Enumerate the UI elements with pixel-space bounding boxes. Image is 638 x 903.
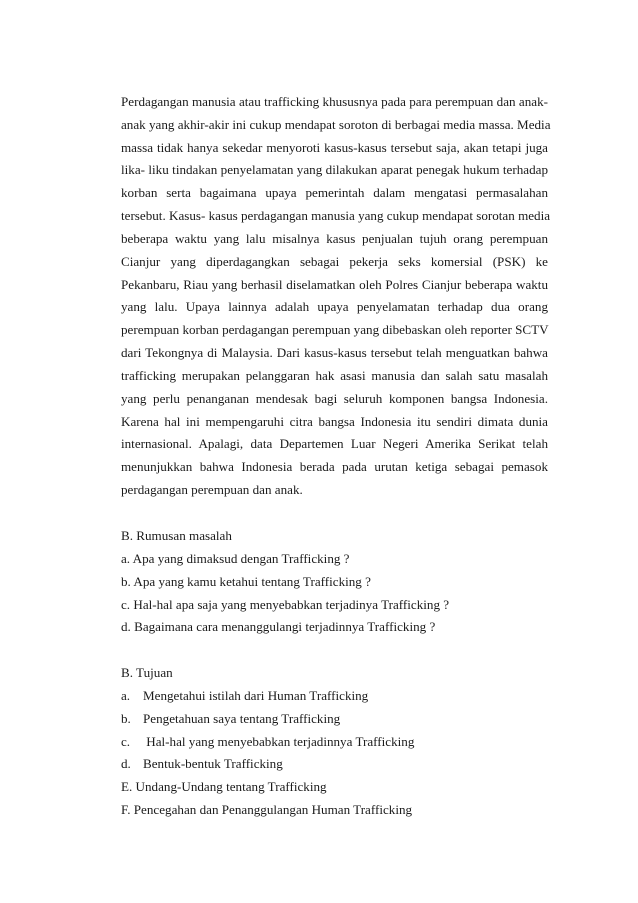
paragraph-line-12: dari Tekongnya di Malaysia. Dari kasus-kasus tersebut telah menguatkan bahwa bbox=[121, 345, 548, 360]
paragraph-line-16: internasional. Apalagi, data Departemen Luar Negeri Amerika Serikat telah bbox=[121, 436, 548, 451]
tujuan-text-d: Bentuk-bentuk Trafficking bbox=[143, 756, 283, 771]
tujuan-item-d bbox=[121, 756, 283, 772]
paragraph-line-7: beberapa waktu yang lalu misalnya kasus penjualan tujuh orang perempuan bbox=[121, 231, 548, 246]
tujuan-marker-c: c. bbox=[121, 734, 131, 749]
paragraph-line-9: Pekanbaru, Riau yang berhasil diselamatkan oleh Polres Cianjur beberapa waktu bbox=[121, 277, 548, 292]
paragraph-line-17: menunjukkan bahwa Indonesia berada pada urutan ketiga sebagai pemasok bbox=[121, 459, 548, 474]
rumusan-item-b: b. Apa yang kamu ketahui tentang Trafficking ? bbox=[121, 574, 371, 589]
rumusan-heading: B. Rumusan masalah bbox=[121, 528, 232, 543]
paragraph-line-13: trafficking merupakan pelanggaran hak asasi manusia dan salah satu masalah bbox=[121, 368, 548, 383]
paragraph-line-8: Cianjur yang diperdagangkan sebagai pekerja seks komersial (PSK) ke bbox=[121, 254, 548, 269]
rumusan-item-a: a. Apa yang dimaksud dengan Trafficking ? bbox=[121, 551, 350, 566]
tujuan-marker-d: d. bbox=[121, 756, 131, 771]
tujuan-text-b: Pengetahuan saya tentang Trafficking bbox=[143, 711, 341, 726]
paragraph-line-11: perempuan korban perdagangan perempuan yang dibebaskan oleh reporter SCTV bbox=[121, 322, 549, 337]
paragraph-line-5: korban serta bagaimana upaya pemerintah dalam mengatasi permasalahan bbox=[121, 185, 548, 200]
tujuan-text-a: Mengetahui istilah dari Human Trafficking bbox=[143, 688, 369, 703]
tujuan-item-b bbox=[121, 711, 340, 727]
tujuan-marker-b: b. bbox=[121, 711, 131, 726]
paragraph-line-6: tersebut. Kasus- kasus perdagangan manusia yang cukup mendapat sorotan media bbox=[121, 208, 551, 223]
paragraph-line-2: anak yang akhir-akir ini cukup mendapat soroton di berbagai media massa. Media bbox=[121, 117, 551, 132]
tujuan-item-a bbox=[121, 688, 368, 704]
paragraph-line-1: Perdagangan manusia atau trafficking khususnya pada para perempuan dan anak- bbox=[121, 94, 548, 109]
tujuan-text-c: Hal-hal yang menyebabkan terjadinnya Trafficking bbox=[143, 734, 415, 749]
rumusan-item-d: d. Bagaimana cara menanggulangi terjadinnya Trafficking ? bbox=[121, 619, 436, 634]
tujuan-heading: B. Tujuan bbox=[121, 665, 173, 680]
paragraph-line-18: perdagangan perempuan dan anak. bbox=[121, 482, 303, 497]
paragraph-line-15: Karena hal ini mempengaruhi citra bangsa Indonesia itu sendiri dimata dunia bbox=[121, 414, 548, 429]
paragraph-line-10: yang lalu. Upaya lainnya adalah upaya penyelamatan terhadap dua orang bbox=[121, 299, 548, 314]
tujuan-item-f: F. Pencegahan dan Penanggulangan Human Trafficking bbox=[121, 802, 413, 817]
paragraph-line-3: massa tidak hanya sekedar menyoroti kasus-kasus tersebut saja, akan tetapi juga bbox=[121, 140, 548, 155]
tujuan-item-c bbox=[121, 734, 414, 750]
paragraph-line-4: lika- liku tindakan penyelamatan yang dilakukan aparat penegak hukum terhadap bbox=[121, 162, 548, 177]
tujuan-marker-a: a. bbox=[121, 688, 131, 703]
tujuan-item-e: E. Undang-Undang tentang Trafficking bbox=[121, 779, 327, 794]
rumusan-item-c: c. Hal-hal apa saja yang menyebabkan terjadinya Trafficking ? bbox=[121, 597, 450, 612]
paragraph-line-14: yang perlu penanganan mendesak bagi seluruh komponen bangsa Indonesia. bbox=[121, 391, 548, 406]
